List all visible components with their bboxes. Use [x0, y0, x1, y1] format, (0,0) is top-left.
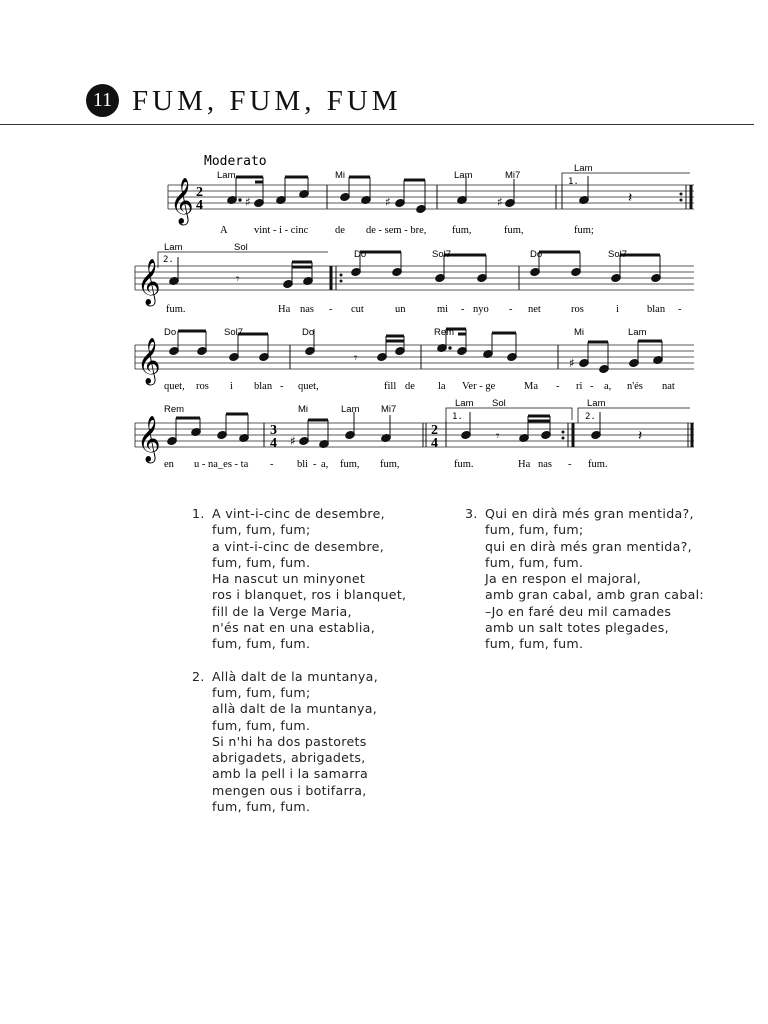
sharp-icon: ♯: [569, 356, 575, 370]
chords-line-1: [217, 163, 593, 181]
verse-line: amb gran cabal, amb gran cabal:: [485, 587, 704, 603]
volta-1-label: 1.: [568, 177, 579, 187]
volta-1-bracket: [562, 173, 690, 189]
song-title: FUM, FUM, FUM: [132, 85, 402, 117]
verse-line: fum, fum, fum.: [212, 636, 311, 652]
svg-text:Do: Do: [302, 327, 315, 338]
chords-line-4: [164, 398, 606, 415]
music-score: [0, 140, 768, 480]
verses-column-left: [192, 506, 407, 831]
svg-text:2: 2: [431, 423, 438, 438]
verse-1: [192, 506, 407, 653]
verse-number: 1.: [192, 506, 205, 521]
svg-text:-: -: [509, 304, 513, 315]
svg-text:ros: ros: [196, 381, 209, 392]
verse-line: fum, fum, fum;: [212, 684, 311, 700]
svg-text:vint - i - cinc: vint - i - cinc: [254, 225, 309, 236]
svg-text:Rem: Rem: [434, 327, 455, 338]
volta-2-label: 2.: [585, 412, 596, 422]
treble-clef-icon: 𝄞: [170, 178, 194, 224]
verse-line: –Jo en faré deu mil camades: [485, 603, 672, 619]
svg-text:a,: a,: [604, 381, 612, 392]
svg-text:mi: mi: [437, 304, 449, 315]
svg-text:Mi: Mi: [335, 170, 346, 181]
svg-text:-: -: [678, 304, 682, 315]
svg-text:Ha: Ha: [518, 459, 531, 470]
svg-text:-: -: [461, 304, 465, 315]
rest-icon: 𝄾: [496, 429, 500, 444]
verse-line: Ha nascut un minyonet: [212, 571, 366, 587]
score-svg: [0, 140, 768, 480]
svg-text:nyo: nyo: [473, 304, 489, 315]
svg-text:blan: blan: [647, 304, 666, 315]
svg-text:Lam: Lam: [455, 398, 474, 409]
svg-text:i: i: [616, 304, 619, 315]
svg-text:net: net: [528, 304, 541, 315]
svg-text:♯: ♯: [497, 195, 503, 209]
verse-line: amb un salt totes plegades,: [485, 620, 669, 636]
svg-text:♯: ♯: [385, 195, 391, 209]
time-signature-2-4: [431, 423, 438, 451]
verse-line: fill de la Verge Maria,: [212, 603, 352, 619]
volta-1-bracket: [446, 408, 572, 423]
song-header: [0, 84, 768, 126]
verse-line: Si n'hi ha dos pastorets: [212, 733, 367, 749]
svg-text:bli: bli: [297, 459, 309, 470]
rest-icon: 𝄾: [236, 272, 240, 287]
svg-text:quet,: quet,: [298, 381, 319, 392]
svg-text:-: -: [313, 459, 317, 470]
svg-text:fum,: fum,: [380, 459, 400, 470]
svg-text:i: i: [230, 381, 233, 392]
svg-text:Do: Do: [530, 249, 543, 260]
staff-line-3: [135, 345, 694, 369]
svg-text:quet,: quet,: [164, 381, 185, 392]
svg-text:ri: ri: [576, 381, 583, 392]
sharp-icon: ♯: [290, 434, 296, 448]
verse-3: [465, 506, 704, 653]
svg-text:Sol7: Sol7: [432, 249, 452, 260]
svg-text:u - na_es - ta: u - na_es - ta: [194, 459, 249, 470]
svg-text:fill: fill: [384, 381, 397, 392]
verse-number: 2.: [192, 668, 205, 684]
verse-line: mengen ous i botifarra,: [212, 782, 367, 798]
svg-text:-: -: [329, 304, 333, 315]
svg-text:nas: nas: [538, 459, 552, 470]
verse-line: amb la pell i la samarra: [212, 766, 368, 782]
svg-text:4: 4: [196, 198, 203, 213]
svg-text:-: -: [280, 381, 284, 392]
svg-text:Lam: Lam: [587, 398, 606, 409]
time-signature-3-4: [270, 423, 277, 451]
svg-text:Lam: Lam: [217, 170, 236, 181]
svg-text:3: 3: [270, 423, 277, 438]
svg-text:fum;: fum;: [574, 225, 594, 236]
svg-text:en: en: [164, 459, 174, 470]
verse-line: fum, fum, fum.: [485, 554, 584, 570]
staff-line-2: [135, 266, 694, 290]
verse-line: Qui en dirà més gran mentida?,: [485, 506, 694, 521]
svg-text:Lam: Lam: [628, 327, 647, 338]
svg-text:4: 4: [270, 436, 277, 451]
verse-line: fum, fum, fum.: [212, 717, 311, 733]
svg-text:nas: nas: [300, 304, 314, 315]
svg-text:Mi: Mi: [298, 404, 309, 415]
chords-line-3: [164, 327, 647, 338]
svg-text:Lam: Lam: [574, 163, 593, 174]
svg-text:cut: cut: [351, 304, 364, 315]
verse-line: qui en dirà més gran mentida?,: [485, 538, 692, 554]
svg-text:Lam: Lam: [341, 404, 360, 415]
verse-line: Allà dalt de la muntanya,: [212, 668, 378, 684]
svg-text:fum,: fum,: [340, 459, 360, 470]
svg-text:Mi7: Mi7: [381, 404, 397, 415]
svg-text:Sol: Sol: [234, 242, 248, 253]
lyrics-line-3: [164, 381, 675, 392]
lyrics-line-2: [166, 304, 682, 315]
svg-text:n'és: n'és: [627, 381, 643, 392]
svg-text:Ver - ge: Ver - ge: [462, 381, 496, 392]
notes-line-1: [227, 176, 691, 214]
svg-text:-: -: [590, 381, 594, 392]
svg-text:Mi7: Mi7: [505, 170, 521, 181]
svg-text:de: de: [335, 225, 345, 236]
svg-text:Lam: Lam: [164, 242, 183, 253]
verse-line: fum, fum, fum.: [212, 799, 311, 815]
svg-text:-: -: [568, 459, 572, 470]
svg-text:blan: blan: [254, 381, 273, 392]
verses-column-right: [465, 506, 704, 669]
verse-line: a vint-i-cinc de desembre,: [212, 538, 385, 554]
song-number-badge: 11: [86, 84, 119, 117]
verse-line: abrigadets, abrigadets,: [212, 750, 366, 766]
verse-line: allà dalt de la muntanya,: [212, 701, 378, 717]
svg-text:fum.: fum.: [166, 304, 186, 315]
svg-text:Rem: Rem: [164, 404, 185, 415]
svg-text:la: la: [438, 381, 446, 392]
verse-2: [192, 668, 406, 816]
verse-line: ros i blanquet, ros i blanquet,: [212, 587, 407, 603]
svg-text:-: -: [270, 459, 274, 470]
tempo-marking: Moderato: [204, 154, 267, 169]
svg-text:2: 2: [196, 185, 203, 200]
svg-text:fum.: fum.: [588, 459, 608, 470]
time-signature-2-4: [196, 185, 203, 213]
verse-number: 3.: [465, 506, 478, 521]
verse-line: fum, fum, fum;: [212, 522, 311, 538]
svg-text:A: A: [220, 225, 228, 236]
svg-text:de - sem - bre,: de - sem - bre,: [366, 225, 427, 236]
rest-icon: 𝄾: [354, 351, 358, 366]
svg-text:Sol7: Sol7: [224, 327, 244, 338]
verse-line: fum, fum, fum.: [212, 554, 311, 570]
svg-text:fum,: fum,: [452, 225, 472, 236]
svg-text:♯: ♯: [245, 195, 251, 209]
svg-text:Do: Do: [354, 249, 367, 260]
verse-line: fum, fum, fum.: [485, 636, 584, 652]
svg-text:de: de: [405, 381, 415, 392]
svg-text:Lam: Lam: [454, 170, 473, 181]
svg-text:ros: ros: [571, 304, 584, 315]
notes-line-4: [167, 412, 692, 449]
verse-line: A vint-i-cinc de desembre,: [212, 506, 385, 521]
verse-line: fum, fum, fum;: [485, 522, 584, 538]
volta-1-label: 1.: [452, 412, 463, 422]
svg-text:fum.: fum.: [454, 459, 474, 470]
svg-text:Do: Do: [164, 327, 177, 338]
rest-icon: 𝄽: [628, 190, 633, 206]
rest-icon: 𝄽: [638, 428, 643, 444]
treble-clef-icon: 𝄞: [137, 416, 161, 462]
treble-clef-icon: 𝄞: [137, 338, 161, 384]
svg-text:Sol: Sol: [492, 398, 506, 409]
svg-text:Ma: Ma: [524, 381, 538, 392]
svg-text:Mi: Mi: [574, 327, 585, 338]
header-rule: [0, 124, 754, 125]
lyrics-line-4: [164, 459, 608, 470]
verse-line: Ja en respon el majoral,: [485, 571, 642, 587]
svg-text:un: un: [395, 304, 406, 315]
svg-text:Sol7: Sol7: [608, 249, 628, 260]
treble-clef-icon: 𝄞: [137, 259, 161, 305]
verse-line: n'és nat en una establia,: [212, 620, 375, 636]
volta-2-label: 2.: [163, 255, 174, 265]
lyrics-line-1: [220, 225, 594, 236]
svg-text:4: 4: [431, 436, 438, 451]
svg-text:a,: a,: [321, 459, 329, 470]
svg-text:nat: nat: [662, 381, 675, 392]
svg-text:fum,: fum,: [504, 225, 524, 236]
svg-text:Ha: Ha: [278, 304, 291, 315]
svg-text:-: -: [556, 381, 560, 392]
